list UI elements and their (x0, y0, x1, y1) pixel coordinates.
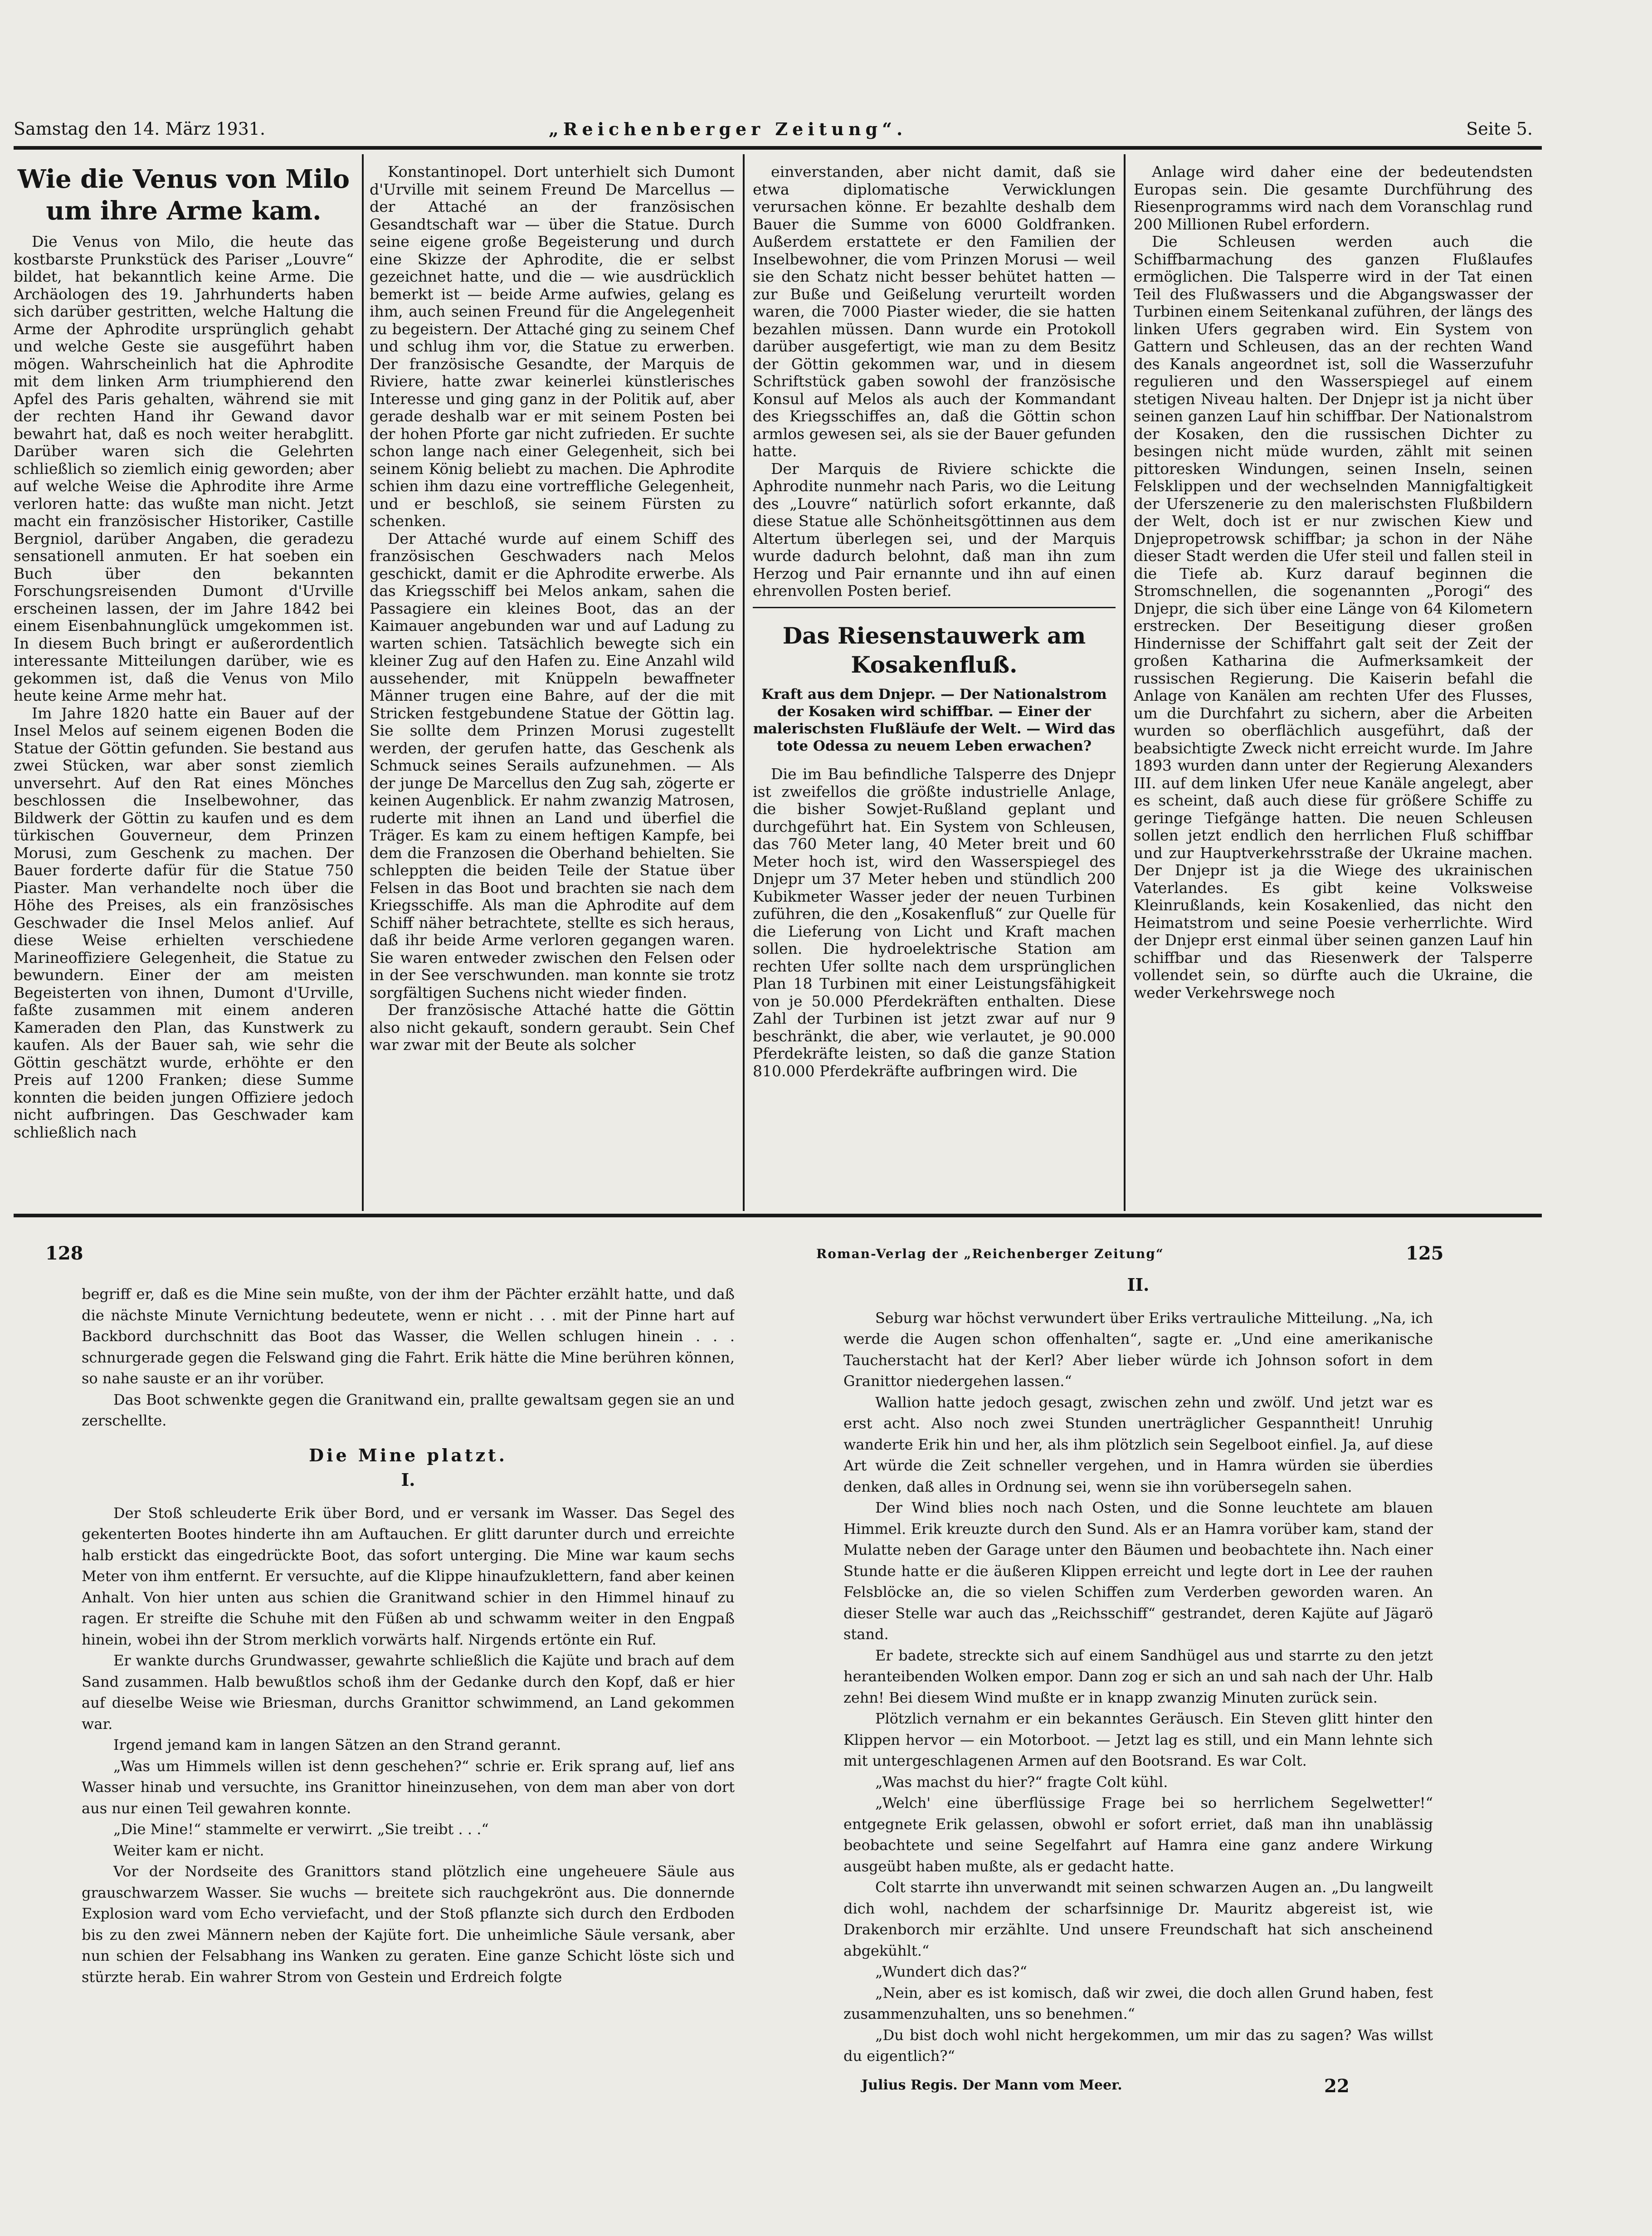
novel-paragraph: „Nein, aber es ist komisch, daß wir zwei, die doch allen Grund haben, fest zusammenzuhalten, uns so benehmen.“ (843, 1984, 1433, 2022)
article-title-venus: Wie die Venus von Milo um ihre Arme kam. (17, 164, 350, 226)
article-title-dnjepr: Das Riesenstauwerk am Kosakenfluß. (782, 622, 1086, 678)
novel-page-left: 128 (45, 1243, 83, 1264)
column-1 (14, 163, 354, 1206)
novel-paragraph: Weiter kam er nicht. (113, 1841, 264, 1859)
column-4 (1134, 163, 1533, 1206)
novel-right-page (843, 1274, 1433, 2064)
novel-paragraph: Er wankte durchs Grundwasser, gewahrte schließlich die Kajüte und brach auf dem Sand zusammen. Halb bewußtlos schoß ihm der Gedanke durch den Kopf, daß er hier auf dieselbe Weise wie Briesman, durchs Granittor schwimmend, an Land gekommen war. (82, 1652, 735, 1733)
novel-footer-author: Julius Regis. Der Mann vom Meer. (862, 2077, 1122, 2093)
novel-left-page (82, 1284, 735, 2127)
article-paragraph: Die Venus von Milo, die heute das kostbarste Prunkstück des Pariser „Louvre“ bildet, hat bekanntlich keine Arme. Die Archäologen des 19. Jahrhunderts haben sich darüber gestritten, welche Haltung die Arme der Aphrodite ursprünglich gehabt und welche Geste sie ausgeführt haben mögen. Wahrscheinlich hat die Aphrodite mit dem linken Arm triumphierend den Apfel des Paris gehalten, während sie mit der rechten Hand ihr Gewand davor bewahrt hat, daß es noch weiter herabglitt. Darüber waren sich die Gelehrten schließlich so ziemlich einig geworden; aber auf welche Weise die Aphrodite ihre Arme verloren hatte: das wußte man nicht. Jetzt macht ein französischer Historiker, Castille Bergniol, darüber Angaben, die geradezu sensationell anmuten. Er hat soeben ein Buch über den bekannten Forschungsreisenden Dumont d'Urville erscheinen lassen, der im Jahre 1842 bei einem Eisenbahnunglück umgekommen ist. In diesem Buch bringt er außerordentlich interessante Mitteilungen darüber, wie es gekommen ist, daß die Venus von Milo heute keine Arme mehr hat. (14, 233, 354, 704)
article-divider (753, 607, 1116, 608)
column-2 (370, 163, 735, 1206)
article-paragraph: einverstanden, aber nicht damit, daß sie etwa diplomatische Verwicklungen verursachen könne. Er bezahlte deshalb dem Bauer die Summe von 6000 Goldfranken. Außerdem erstattete er den Familien der Inselbewohner, die vom Prinzen Morusi — weil sie den Schatz nicht besser behütet hatten — zur Buße und Geißelung verurteilt worden waren, die 7000 Piaster wieder, die sie hatten bezahlen müssen. Dann wurde ein Protokoll darüber ausgefertigt, wie man zu dem Besitz der Göttin gekommen war, und in diesem Schriftstück gaben sowohl der französische Konsul auf Melos als auch der Kommandant des Kriegsschiffes an, daß die Göttin schon armlos gewesen sei, als sie der Bauer gefunden hatte. (753, 163, 1116, 460)
novel-paragraph: Wallion hatte jedoch gesagt, zwischen zehn und zwölf. Und jetzt war es erst acht. Also noch zwei Stunden unerträglicher Gespanntheit! Unruhig wanderte Erik hin und her, als ihm plötzlich sein Segelboot einfiel. Ja, auf diese Art würde die Zeit schneller vergehen, und in Hamra würden sie überdies denken, daß alles in Ordnung sei, wenn sie ihn vorübersegeln sahen. (843, 1393, 1433, 1495)
section-bottom-rule (14, 1214, 1542, 1217)
novel-paragraph: Er badete, streckte sich auf einem Sandhügel aus und starrte zu den jetzt heranteibenden Wolken empor. Dann zog er sich an und sah nach der Uhr. Halb zehn! Bei diesem Wind mußte er in knapp zwanzig Minuten zurück sein. (843, 1646, 1433, 1706)
novel-imprint: Roman-Verlag der „Reichenberger Zeitung“ (816, 1246, 1165, 1261)
novel-paragraph: „Wundert dich das?“ (875, 1963, 1027, 1980)
header-newspaper-title: „Reichenberger Zeitung“. (549, 119, 907, 139)
article-paragraph: Im Jahre 1820 hatte ein Bauer auf der Insel Melos auf seinem eigenen Boden die Statue der Göttin gefunden. Sie bestand aus zwei Stücken, war aber sonst ziemlich unversehrt. Auf den Rat eines Mönches beschlossen die Inselbewohner, das Bildwerk der Göttin zu kaufen und es dem türkischen Gouverneur, dem Prinzen Morusi, zum Geschenk zu machen. Der Bauer forderte dafür für die Statue 750 Piaster. Man verhandelte noch über die Höhe des Preises, als ein französisches Geschwader die Insel Melos anlief. Auf diese Weise erhielten verschiedene Marineoffiziere Gelegenheit, die Statue zu bewundern. Einer der am meisten Begeisterten von ihnen, Dumont d'Urville, faßte zusammen mit einem anderen Kameraden den Plan, das Kunstwerk zu kaufen. Als der Bauer sah, wie sehr die Göttin geschätzt wurde, erhöhte er den Preis auf 1200 Franken; diese Summe konnten die beiden jungen Offiziere jedoch nicht aufbringen. Das Geschwader kam schließlich nach (14, 704, 354, 1141)
article-paragraph: Anlage wird daher eine der bedeutendsten Europas sein. Die gesamte Durchführung des Riesenprogramms wird nach dem Voranschlag rund 200 Millionen Rubel erfordern. (1134, 163, 1533, 233)
novel-paragraph: Irgend jemand kam in langen Sätzen an den Strand gerannt. (113, 1736, 561, 1753)
column-3-top (753, 163, 1116, 599)
article-paragraph: Konstantinopel. Dort unterhielt sich Dumont d'Urville mit seinem Freund De Marcellus — der Attaché an der französischen Gesandtschaft war — über die Statue. Durch seine eigene große Begeisterung und durch eine Skizze der Aphrodite, die er selbst gezeichnet hatte, und die — wie ausdrücklich bemerkt ist — beide Arme aufwies, gelang es ihm, auch seinen Freund für die Angelegenheit zu begeistern. Der Attaché ging zu seinem Chef und schlug ihm vor, die Statue zu erwerben. Der französische Gesandte, der Marquis de Riviere, hatte zwar keinerlei künstlerisches Interesse und ging ganz in der Politik auf, aber gerade deshalb war er mit seinem Posten bei der hohen Pforte gar nicht zufrieden. Er suchte schon lange nach einer Gelegenheit, sich bei seinem König beliebt zu machen. Die Aphrodite schien ihm dazu eine vortreffliche Gelegenheit, und er beschloß, sie seinem Fürsten zu schenken. (370, 163, 735, 530)
article-subtitle: Kraft aus dem Dnjepr. — Der Nationalstrom der Kosaken wird schiffbar. — Einer der malerischsten Flußläufe der Welt. — Wird das tote Odessa zu neuem Leben erwachen? (753, 686, 1116, 754)
column-rule (1124, 154, 1126, 1211)
novel-paragraph: Vor der Nordseite des Granittors stand plötzlich eine ungeheuere Säule aus grauschwarzem Wasser. Sie wuchs — breitete sich rauchgekrönt aus. Die donnernde Explosion ward vom Echo verviefacht, und der Stoß pflanzte sich durch den Erdboden bis zu den zwei Männern neben der Kajüte fort. Die unheimliche Säule versank, aber nun schien der Felsabhang ins Wanken zu geraten. Eine ganze Schicht löste sich und stürzte herab. Ein wahrer Strom von Gestein und Erdreich folgte (82, 1863, 735, 1986)
novel-paragraph: „Was machst du hier?“ fragte Colt kühl. (875, 1773, 1168, 1791)
novel-paragraph: Der Wind blies noch nach Osten, und die Sonne leuchtete am blauen Himmel. Erik kreuzte durch den Sund. Als er an Hamra vorüber kam, stand der Mulatte neben der Garage unter den Bäumen und beobachtete ihn. Nach einer Stunde hatte er die äußeren Klippen erreicht und legte dort in Lee der rauhen Felsblöcke an, die so vielen Schiffen zum Verderben geworden waren. An dieser Stelle war auch das „Reichsschiff“ gestrandet, deren Kajüte auf Jägarö stand. (843, 1499, 1433, 1643)
header-page-number: Seite 5. (1466, 119, 1533, 139)
novel-paragraph: „Die Mine!“ stammelte er verwirrt. „Sie treibt . . .“ (113, 1821, 489, 1838)
column-rule (743, 154, 745, 1211)
column-rule (362, 154, 364, 1211)
novel-page-right: 125 (1406, 1243, 1444, 1264)
novel-paragraph: Seburg war höchst verwundert über Eriks vertrauliche Mitteilung. „Na, ich werde die Augen schon offenhalten“, sagte er. „Und eine amerikanische Taucherstacht hat der Kerl? Aber lieber würde ich Johnson sofort in dem Granittor niedergehen lassen.“ (843, 1309, 1433, 1390)
novel-paragraph: Das Boot schwenkte gegen die Granitwand ein, prallte gewaltsam gegen sie an und zerschellte. (82, 1391, 735, 1429)
article-paragraph: Der Attaché wurde auf einem Schiff des französischen Geschwaders nach Melos geschickt, damit er die Aphrodite erwerbe. Als das Kriegsschiff bei Melos ankam, sahen die Passagiere ein kleines Boot, das an der Kaimauer angebunden war und auf Ladung zu warten schien. Tatsächlich bewegte sich ein kleiner Zug auf den Hafen zu. Eine Anzahl wild aussehender, mit Knüppeln bewaffneter Männer trugen eine Bahre, auf der die mit Stricken festgebundene Statue der Göttin lag. Sie sollte dem Prinzen Morusi zugestellt werden, der gerufen hatte, das Geschenk als Schmuck seines Serails aufzunehmen. — Als der junge De Marcellus den Zug sah, zögerte er keinen Augenblick. Er nahm zwanzig Matrosen, ruderte mit ihnen an Land und überfiel die Träger. Es kam zu einem heftigen Kampfe, bei dem die Franzosen die Oberhand behielten. Sie schleppten die beiden Teile der Statue über Felsen in das Boot und brachten sie nach dem Kriegsschiffe. Als man die Aphrodite auf dem Schiff näher betrachtete, stellte es sich heraus, daß ihr beide Arme verloren gegangen waren. Sie waren entweder zwischen den Felsen oder in der See verschwunden. man konnte sie trotz sorgfältigen Suchens nicht wieder finden. (370, 529, 735, 1001)
novel-paragraph: „Du bist doch wohl nicht hergekommen, um mir das zu sagen? Was willst du eigentlich?“ (843, 2026, 1433, 2064)
article-paragraph: Die im Bau befindliche Talsperre des Dnjepr ist zweifellos die größte industrielle Anlage, die bisher Sowjet-Rußland geplant und durchgeführt hat. Ein System von Schleusen, das 760 Meter lang, 40 Meter breit und 60 Meter hoch ist, wird den Wasserspiegel des Dnjepr um 37 Meter heben und stündlich 200 Kubikmeter Wasser jeder der neuen Turbinen zuführen, die den „Kosakenfluß“ zur Quelle für die Lieferung von Licht und Kraft machen sollen. Die hydroelektrische Station am rechten Ufer sollte nach dem ursprünglichen Plan 18 Turbinen mit einer Leistungsfähigkeit von je 50.000 Pferdekräften enthalten. Diese Zahl der Turbinen ist jetzt zwar auf nur 9 beschränkt, die aber, wie verlautet, je 90.000 Pferdekräfte leisten, so daß die ganze Station 810.000 Pferdekräfte aufbringen wird. Die (753, 765, 1116, 1080)
novel-paragraph: Plötzlich vernahm er ein bekanntes Geräusch. Ein Steven glitt hinter den Klippen hervor — ein Motorboot. — Jetzt lag es still, und ein Mann lehnte sich mit untergeschlagenen Armen auf den Bootsrand. Es war Colt. (843, 1710, 1433, 1769)
novel-paragraph: begriff er, daß es die Mine sein mußte, von der ihm der Pächter erzählt hatte, und daß die nächste Minute Vernichtung bedeutete, wenn er nicht . . . mit der Pinne hart auf Backbord durchschnitt das Boot das Wasser, die Wellen schlugen hinein . . . schnurgerade gegen die Felswand ging die Fahrt. Erik hätte die Mine berühren können, so nahe sauste er an ihr vorüber. (82, 1285, 735, 1387)
novel-chapter-title: Die Mine platzt. (309, 1445, 507, 1465)
page-header (14, 119, 1542, 146)
novel-paragraph: „Was um Himmels willen ist denn geschehen?“ schrie er. Erik sprang auf, lief ans Wasser hinab und versuchte, ins Granittor hineinzusehen, von dem man aber von dort aus nur einen Teil gewahren konnte. (82, 1757, 735, 1817)
novel-paragraph: „Welch' eine überflüssige Frage bei so herrlichem Segelwetter!“ entgegnete Erik gelassen, obwohl er sofort erriet, daß man ihn unablässig beobachtete und seine Segelfahrt auf Hamra eine ganz andere Wirkung ausgeübt haben mußte, als er gedacht hatte. (843, 1794, 1433, 1875)
novel-paragraph: Colt starrte ihn unverwandt mit seinen schwarzen Augen an. „Du langweilt dich wohl, nachdem der scharfsinnige Dr. Mauritz abgereist ist, wie Drakenborch mir erzählte. Und unsere Freundschaft hat sich anscheinend abgekühlt.“ (843, 1879, 1433, 1959)
novel-footer-number: 22 (1324, 2075, 1350, 2097)
novel-chapter-number: I. (401, 1470, 415, 1490)
header-rule (14, 146, 1542, 150)
novel-paragraph: Der Stoß schleuderte Erik über Bord, und er versank im Wasser. Das Segel des gekenterten Bootes hinderte ihn am Auftauchen. Er glitt darunter durch und erreichte halb erstickt das eingedrückte Boot, das sofort unterging. Die Mine war kaum sechs Meter von ihm entfernt. Er versuchte, auf die Klippe hinaufzuklettern, fand aber keinen Anhalt. Von hier unten aus schien die Granitwand schier in den Himmel hinauf zu ragen. Er streifte die Schuhe mit den Füßen ab und schwamm weiter in den Engpaß hinein, wobei ihn der Strom merklich vorwärts half. Nirgends ertönte ein Ruf. (82, 1504, 735, 1648)
novel-chapter-number: II. (1127, 1274, 1150, 1295)
article-paragraph: Die Schleusen werden auch die Schiffbarmachung des ganzen Flußlaufes ermöglichen. Die Talsperre wird in der Tat einen Teil des Flußwassers und die Abgangswasser der Turbinen einem Seitenkanal zuführen, der längs des linken Ufers gegraben wird. Ein System von Gattern und Schleusen, das an der rechten Wand des Kanals angeordnet ist, soll die Wasserzufuhr regulieren und den Wasserspiegel auf einem stetigen Niveau halten. Der Dnjepr ist ja nicht über seinen ganzen Lauf hin schiffbar. Der Nationalstrom der Kosaken, den die russischen Dichter zu besingen nicht müde wurden, zählt mit seinen pittoresken Windungen, seinen Inseln, seinen Felsklippen und der wechselnden Mannigfaltigkeit der Uferszenerie zu den malerischsten Flußbildern der Welt, doch ist er nur zwischen Kiew und Dnjepropetrowsk schiffbar; ja schon in der Nähe dieser Stadt werden die Ufer steil und fallen steil in die Tiefe ab. Kurz darauf beginnen die Stromschnellen, die sogenannten „Porogi“ des Dnjepr, die sich über eine Länge von 64 Kilometern erstrecken. Der Beseitigung dieser großen Hindernisse der Schiffahrt galt seit der Zeit der großen Katharina die Aufmerksamkeit der russischen Regierung. Die Kaiserin befahl die Anlage von Kanälen am rechten Ufer des Flusses, um die Durchfahrt zu sichern, aber die Arbeiten wurden so oberflächlich ausgeführt, daß der beabsichtigte Zweck nicht erreicht wurde. Im Jahre 1893 wurden dann unter der Regierung Alexanders III. auf dem linken Ufer neue Kanäle angelegt, aber es scheint, daß auch diese für größere Schiffe zu geringe Tiefgänge hatten. Die neuen Schleusen sollen jetzt endlich den herrlichen Fluß schiffbar und zur Hauptverkehrsstraße der Ukraine machen. Der Dnjepr ist ja die Wiege des ukrainischen Vaterlandes. Es gibt keine Volksweise Kleinrußlands, kein Kosakenlied, das nicht den Heimatstrom und seine Poesie verherrlichte. Wird der Dnjepr erst einmal über seinen ganzen Lauf hin schiffbar und das Riesenwerk der Talsperre vollendet sein, so dürfte auch die Ukraine, die weder Verkehrswege noch (1134, 233, 1533, 1001)
article-paragraph: Der französische Attaché hatte die Göttin also nicht gekauft, sondern geraubt. Sein Chef war zwar mit der Beute als solcher (370, 1001, 735, 1054)
article-paragraph: Der Marquis de Riviere schickte die Aphrodite nunmehr nach Paris, wo die Leitung des „Louvre“ natürlich sofort erkannte, daß diese Statue alle Schönheitsgöttinnen aus dem Altertum überlegen sei, und der Marquis wurde dadurch belohnt, daß man ihn zum Herzog und Pair ernannte und ihn auf einen ehrenvollen Posten berief. (753, 459, 1116, 599)
column-3-bottom (753, 613, 1116, 1207)
header-date: Samstag den 14. März 1931. (14, 119, 266, 139)
